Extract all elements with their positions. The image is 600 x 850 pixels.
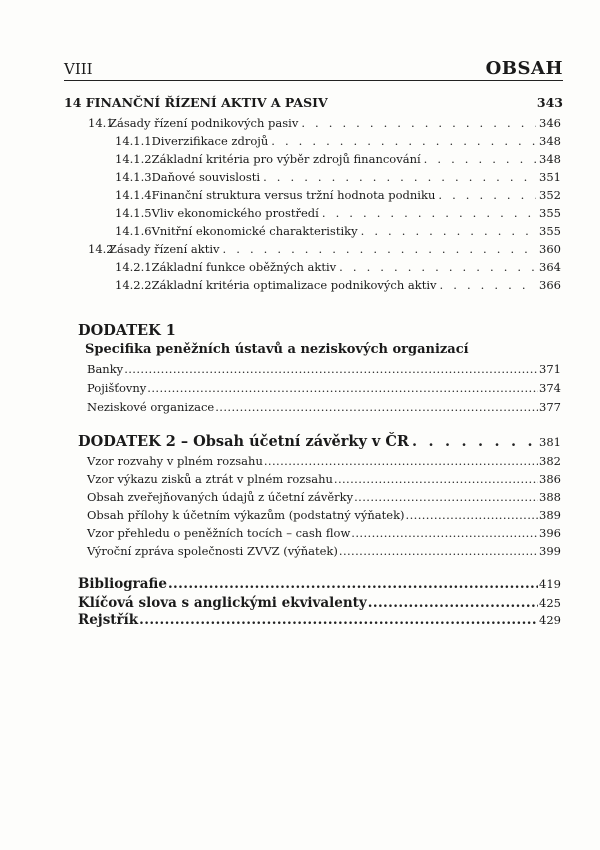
section-number: 14.1.6 — [115, 224, 152, 238]
running-head — [64, 58, 563, 81]
section-number: 14.1 — [88, 116, 114, 130]
dot-leader — [215, 400, 538, 414]
entry-title: Bibliografie — [78, 576, 167, 592]
toc-entry[interactable] — [115, 188, 561, 202]
page-number: 374 — [539, 381, 561, 395]
dot-leader — [334, 472, 538, 486]
chapter-title: 14 FINANČNÍ ŘÍZENÍ AKTIV A PASIV — [64, 95, 328, 110]
page-number: 355 — [539, 224, 561, 238]
toc-chapter-14[interactable] — [64, 96, 563, 110]
section-number: 14.1.2 — [115, 152, 152, 166]
entry-title: Banky — [87, 362, 124, 376]
page-number: 419 — [539, 577, 561, 591]
page-number: 399 — [539, 544, 561, 558]
entry-title: Klíčová slova s anglickými ekvivalenty — [78, 595, 367, 611]
dot-leader — [301, 116, 536, 130]
page-number: 377 — [539, 400, 561, 414]
page-number: 382 — [539, 454, 561, 468]
page-number: 355 — [539, 206, 561, 220]
dot-leader — [368, 595, 538, 611]
page-number: 360 — [539, 242, 561, 256]
dot-leader — [168, 576, 538, 592]
dot-leader — [223, 242, 537, 256]
dot-leader — [412, 433, 536, 450]
running-title: OBSAH — [485, 58, 563, 79]
page-number: 381 — [539, 435, 561, 449]
page-roman-numeral: VIII — [64, 60, 93, 78]
entry-title: Vzor výkazu zisků a ztrát v plném rozsahu — [87, 472, 333, 486]
dot-leader — [424, 152, 536, 166]
section-number: 14.2 — [88, 242, 114, 256]
dot-leader — [339, 544, 538, 558]
dot-leader — [354, 490, 538, 504]
toc-entry[interactable] — [87, 526, 561, 540]
toc-entry[interactable] — [87, 490, 561, 504]
entry-title: Zásady řízení aktiv — [109, 242, 220, 256]
page-number: 346 — [539, 116, 561, 130]
section-number: 14.1.4 — [115, 188, 152, 202]
section-number: 14.1.1 — [115, 134, 152, 148]
toc-entry[interactable] — [87, 400, 561, 414]
entry-title: Finanční struktura versus tržní hodnota podniku — [151, 188, 436, 202]
page-number: 348 — [539, 152, 561, 166]
entry-title: Vliv ekonomického prostředí — [151, 206, 319, 220]
entry-title: Základní funkce oběžných aktiv — [151, 260, 337, 274]
toc-entry[interactable] — [87, 544, 561, 558]
entry-title: Základní kritéria optimalizace podnikových aktiv — [151, 278, 437, 292]
toc-keywords[interactable] — [78, 595, 561, 611]
toc-entry[interactable] — [115, 224, 561, 238]
toc-entry[interactable] — [87, 508, 561, 522]
toc-entry[interactable] — [115, 170, 561, 184]
entry-title: Rejstřík — [78, 612, 139, 628]
dot-leader — [264, 454, 538, 468]
appendix-1-subheading: Specifika peněžních ústavů a neziskových organizací — [85, 342, 469, 357]
dot-leader — [438, 188, 536, 202]
appendix-1-heading: DODATEK 1 — [78, 322, 176, 339]
entry-title: Vzor rozvahy v plném rozsahu — [87, 454, 263, 468]
section-number: 14.1.3 — [115, 170, 152, 184]
dot-leader — [271, 134, 536, 148]
page-number: 388 — [539, 490, 561, 504]
page-number: 343 — [536, 95, 563, 110]
page-number: 396 — [539, 526, 561, 540]
toc-index[interactable] — [78, 612, 561, 628]
appendix-2-heading[interactable] — [78, 433, 561, 451]
page-number: 366 — [539, 278, 561, 292]
page-number: 371 — [539, 362, 561, 376]
dot-leader — [322, 206, 536, 220]
entry-title: Diverzifikace zdrojů — [151, 134, 269, 148]
toc-entry[interactable] — [115, 152, 561, 166]
dot-leader — [139, 612, 538, 628]
dot-leader — [339, 260, 536, 274]
page-number: 389 — [539, 508, 561, 522]
toc-entry[interactable] — [87, 454, 561, 468]
dot-leader — [440, 278, 537, 292]
entry-title: Pojišťovny — [87, 381, 147, 395]
entry-title: Zásady řízení podnikových pasiv — [109, 116, 299, 130]
page-number: 364 — [539, 260, 561, 274]
entry-title: Základní kritéria pro výběr zdrojů financování — [151, 152, 421, 166]
dot-leader — [351, 526, 538, 540]
toc-entry[interactable] — [87, 362, 561, 376]
page-number: 386 — [539, 472, 561, 486]
toc-entry[interactable] — [115, 206, 561, 220]
dot-leader — [263, 170, 536, 184]
toc-entry[interactable] — [115, 134, 561, 148]
toc-entry[interactable] — [88, 242, 561, 256]
page-number: 348 — [539, 134, 561, 148]
entry-title: Daňové souvislosti — [151, 170, 261, 184]
entry-title: Neziskové organizace — [87, 400, 215, 414]
toc-entry[interactable] — [115, 260, 561, 274]
page-number: 425 — [539, 596, 561, 610]
page-number: 429 — [539, 613, 561, 627]
dot-leader — [147, 381, 538, 395]
section-number: 14.2.1 — [115, 260, 152, 274]
toc-entry[interactable] — [87, 472, 561, 486]
entry-title: Vnitřní ekonomické charakteristiky — [151, 224, 358, 238]
entry-title: Obsah přílohy k účetním výkazům (podstatný výňatek) — [87, 508, 405, 522]
entry-title: Obsah zveřejňovaných údajů z účetní závěrky — [87, 490, 354, 504]
entry-title: Výroční zpráva společnosti ZVVZ (výňatek) — [87, 544, 338, 558]
entry-title: DODATEK 2 – Obsah účetní závěrky v ČR — [78, 433, 409, 450]
dot-leader — [361, 224, 536, 238]
toc-entry[interactable] — [88, 116, 561, 130]
dot-leader — [406, 508, 539, 522]
dot-leader — [124, 362, 538, 376]
section-number: 14.1.5 — [115, 206, 152, 220]
toc-entry[interactable] — [87, 381, 561, 395]
toc-bibliography[interactable] — [78, 576, 561, 592]
entry-title: Vzor přehledu o peněžních tocích – cash flow — [87, 526, 351, 540]
toc-entry[interactable] — [115, 278, 561, 292]
section-number: 14.2.2 — [115, 278, 152, 292]
page-number: 352 — [539, 188, 561, 202]
page-number: 351 — [539, 170, 561, 184]
